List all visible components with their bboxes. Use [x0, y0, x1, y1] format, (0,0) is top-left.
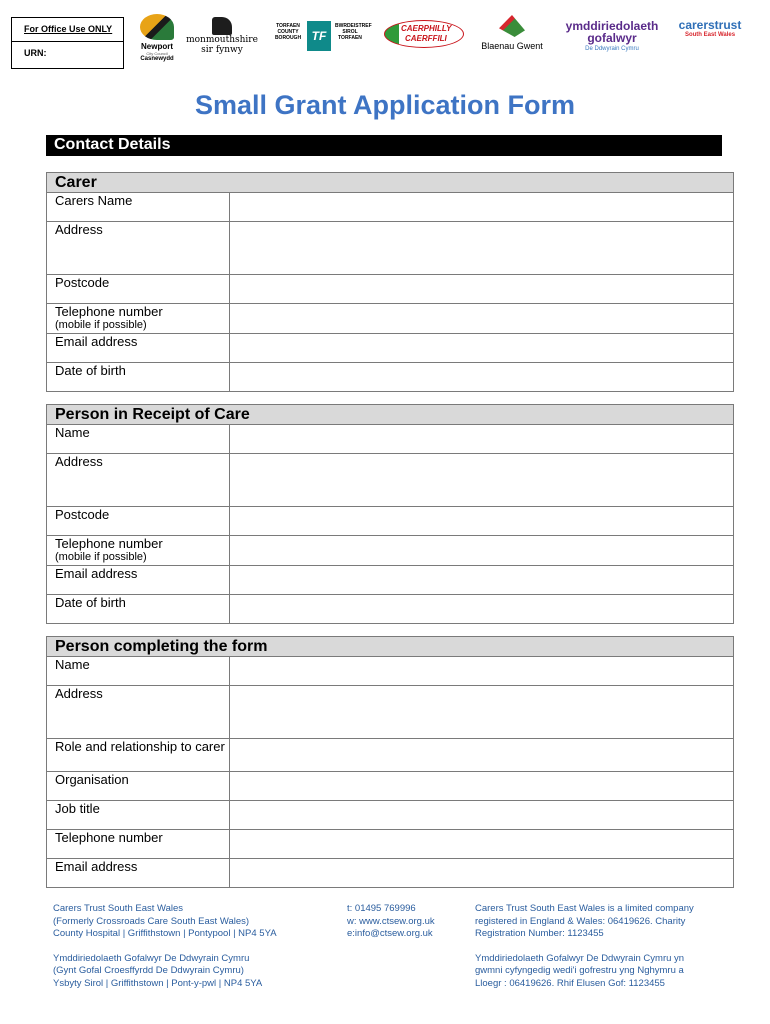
- carer-postcode-field[interactable]: [230, 275, 733, 303]
- newport-emblem-icon: [140, 14, 174, 40]
- receipt-section: [46, 404, 734, 624]
- completing-email-field[interactable]: [230, 859, 733, 887]
- office-use-label: For Office Use ONLY: [12, 18, 123, 42]
- form-row: [47, 334, 733, 363]
- field-label: Postcode: [47, 275, 230, 303]
- newport-logo: Newport City Council Casnewydd: [136, 14, 178, 72]
- form-row: [47, 454, 733, 507]
- field-label: [47, 536, 230, 565]
- field-label: Date of birth: [47, 363, 230, 391]
- telephone-label: Telephone number: [55, 536, 163, 551]
- job-title-field[interactable]: [230, 801, 733, 829]
- form-row: [47, 739, 733, 772]
- carer-telephone-field[interactable]: [230, 304, 733, 333]
- form-row: [47, 566, 733, 595]
- field-label: Address: [47, 222, 230, 274]
- field-label: Name: [47, 425, 230, 453]
- completing-telephone-field[interactable]: [230, 830, 733, 858]
- field-label: Email address: [47, 859, 230, 887]
- field-label: Email address: [47, 566, 230, 594]
- mobile-note: (mobile if possible): [55, 319, 147, 331]
- form-row: [47, 304, 733, 334]
- blaenau-gwent-logo: Blaenau Gwent: [476, 15, 548, 63]
- caerphilly-logo: [384, 20, 464, 48]
- carer-email-field[interactable]: [230, 334, 733, 362]
- form-row: [47, 222, 733, 275]
- torfaen-emblem-icon: TF: [307, 21, 331, 51]
- form-row: [47, 595, 733, 623]
- field-label: Role and relationship to carer: [47, 739, 230, 771]
- role-relationship-field[interactable]: [230, 739, 733, 771]
- footer-email-link[interactable]: e:info@ctsew.org.uk: [347, 928, 433, 939]
- carer-section: [46, 172, 734, 392]
- page-title: Small Grant Application Form: [194, 90, 576, 120]
- field-label: Address: [47, 454, 230, 506]
- carer-address-field[interactable]: [230, 222, 733, 274]
- field-label: Name: [47, 657, 230, 685]
- field-label: [47, 304, 230, 333]
- footer-contact-column: [347, 903, 435, 941]
- ymddiriedolaeth-logo: ymddiriedolaeth gofalwyr De Ddwyrain Cymru: [565, 19, 659, 52]
- form-row: [47, 859, 733, 887]
- carer-dob-field[interactable]: [230, 363, 733, 391]
- urn-label: URN:: [24, 48, 47, 58]
- form-row: [47, 536, 733, 566]
- receipt-email-field[interactable]: [230, 566, 733, 594]
- field-label: Carers Name: [47, 193, 230, 221]
- form-row: [47, 830, 733, 859]
- carer-heading: Carer: [47, 173, 733, 193]
- form-row: [47, 275, 733, 304]
- form-row: [47, 425, 733, 454]
- completing-address-field[interactable]: [230, 686, 733, 738]
- form-row: [47, 657, 733, 686]
- field-label: Email address: [47, 334, 230, 362]
- torfaen-logo: TORFAEN COUNTY BOROUGH TF BWRDEISTREF SIROL TORFAEN: [273, 21, 368, 53]
- carer-name-field[interactable]: [230, 193, 733, 221]
- completing-section: [46, 636, 734, 888]
- receipt-address-field[interactable]: [230, 454, 733, 506]
- footer-website-link[interactable]: w: www.ctsew.org.uk: [347, 915, 435, 927]
- telephone-label: Telephone number: [55, 304, 163, 319]
- receipt-name-field[interactable]: [230, 425, 733, 453]
- completing-heading: Person completing the form: [47, 637, 733, 657]
- mobile-note: (mobile if possible): [55, 551, 147, 563]
- field-label: Organisation: [47, 772, 230, 800]
- form-row: [47, 363, 733, 391]
- field-label: Postcode: [47, 507, 230, 535]
- form-row: [47, 801, 733, 830]
- field-label: Date of birth: [47, 595, 230, 623]
- receipt-telephone-field[interactable]: [230, 536, 733, 565]
- form-row: [47, 686, 733, 739]
- organisation-field[interactable]: [230, 772, 733, 800]
- blaenau-gwent-emblem-icon: [499, 15, 525, 37]
- form-row: [47, 193, 733, 222]
- field-label: Job title: [47, 801, 230, 829]
- footer-phone: t: 01495 769996: [347, 903, 416, 914]
- field-label: Address: [47, 686, 230, 738]
- receipt-heading: Person in Receipt of Care: [47, 405, 733, 425]
- office-use-box: [11, 17, 124, 69]
- contact-details-heading: Contact Details: [46, 135, 722, 156]
- completing-name-field[interactable]: [230, 657, 733, 685]
- monmouthshire-emblem-icon: [212, 17, 232, 35]
- footer-registration-column: Carers Trust South East Wales is a limited company registered in England & Wales: 06419626. Charity Registration Number: 1123455 Ymddiriedolaeth Gofalwyr De Ddwyrain Cymru yn gwmni cyfyngedig wedi'i gofrestru yng Nghymru a Lloegr : 06419626. Rhif Elusen Gof: 1123455: [475, 903, 694, 989]
- receipt-postcode-field[interactable]: [230, 507, 733, 535]
- form-row: [47, 507, 733, 536]
- field-label: Telephone number: [47, 830, 230, 858]
- form-row: [47, 772, 733, 801]
- carers-trust-logo: carerstrust South East Wales: [678, 18, 742, 38]
- caerphilly-emblem-icon: CAERPHILLY CAERFFILI: [384, 20, 464, 48]
- footer-address-column: Carers Trust South East Wales (Formerly Crossroads Care South East Wales) County Hospital | Griffithstown | Pontypool | NP4 5YA Ymddiriedolaeth Gofalwyr De Ddwyrain Cymru (Gynt Gofal Croesffyrdd De Ddwyrain Cymru) Ysbyty Sirol | Griffithstown | Pont-y-pwl | NP4 5YA: [53, 903, 277, 989]
- receipt-dob-field[interactable]: [230, 595, 733, 623]
- monmouthshire-logo: monmouthshire sir fynwy: [186, 17, 258, 57]
